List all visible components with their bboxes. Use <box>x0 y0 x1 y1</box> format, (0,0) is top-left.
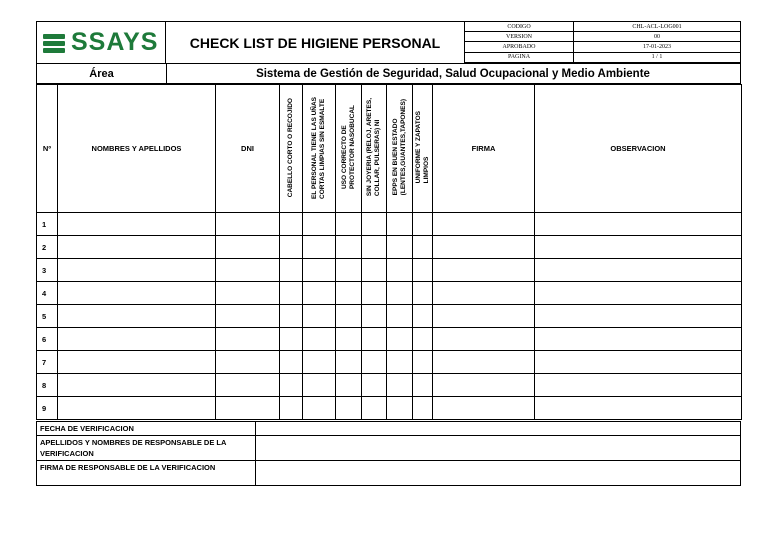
name-cell[interactable] <box>58 374 216 397</box>
jewelry-check-cell[interactable] <box>362 374 387 397</box>
hair-check-cell[interactable] <box>280 213 303 236</box>
table-row <box>37 397 742 420</box>
name-cell[interactable] <box>58 351 216 374</box>
nails-check-cell[interactable] <box>303 397 336 420</box>
jewelry-check-cell[interactable] <box>362 282 387 305</box>
col-header-uniform-label: UNIFORME Y ZAPATOS LIMPIOS <box>414 111 430 184</box>
name-cell[interactable] <box>58 397 216 420</box>
table-header-row <box>37 85 742 213</box>
col-header-mask-label: USO CORRECTO DE PROTECTOR NASOBUCAL <box>340 105 356 190</box>
dni-cell[interactable] <box>216 328 280 351</box>
observation-cell[interactable] <box>535 213 742 236</box>
observation-cell[interactable] <box>535 351 742 374</box>
col-header-dni: DNI <box>216 85 280 213</box>
verification-footer <box>36 421 741 486</box>
dni-cell[interactable] <box>216 259 280 282</box>
name-cell[interactable] <box>58 213 216 236</box>
col-header-observation: OBSERVACION <box>535 85 742 213</box>
observation-cell[interactable] <box>535 305 742 328</box>
row-number: 9 <box>37 397 58 420</box>
footer-row-responsible <box>37 436 741 461</box>
checklist-table <box>36 84 742 420</box>
jewelry-check-cell[interactable] <box>362 305 387 328</box>
row-number: 4 <box>37 282 58 305</box>
name-cell[interactable] <box>58 282 216 305</box>
dni-cell[interactable] <box>216 397 280 420</box>
observation-cell[interactable] <box>535 282 742 305</box>
meta-label: APROBADO <box>465 42 574 52</box>
table-row <box>37 259 742 282</box>
responsible-signature-label: FIRMA DE RESPONSABLE DE LA VERIFICACION <box>37 461 256 486</box>
verification-date-label: FECHA DE VERIFICACION <box>37 422 256 436</box>
mask-check-cell[interactable] <box>336 236 362 259</box>
mask-check-cell[interactable] <box>336 397 362 420</box>
uniform-check-cell[interactable] <box>413 236 433 259</box>
jewelry-check-cell[interactable] <box>362 213 387 236</box>
uniform-check-cell[interactable] <box>413 397 433 420</box>
col-header-nails-label: EL PERSONAL TIENE LAS UÑAS CORTAS LIMPIAS SIN ESMALTE <box>311 96 326 199</box>
dni-cell[interactable] <box>216 305 280 328</box>
epps-check-cell[interactable] <box>387 374 413 397</box>
signature-cell[interactable] <box>433 397 535 420</box>
col-header-epps <box>387 85 413 213</box>
nails-check-cell[interactable] <box>303 351 336 374</box>
mask-check-cell[interactable] <box>336 351 362 374</box>
signature-cell[interactable] <box>433 213 535 236</box>
uniform-check-cell[interactable] <box>413 351 433 374</box>
responsible-name-field[interactable] <box>256 436 741 461</box>
observation-cell[interactable] <box>535 236 742 259</box>
dni-cell[interactable] <box>216 374 280 397</box>
epps-check-cell[interactable] <box>387 397 413 420</box>
nails-check-cell[interactable] <box>303 213 336 236</box>
signature-cell[interactable] <box>433 351 535 374</box>
ssays-logo-icon <box>43 32 65 54</box>
col-header-jewelry <box>362 85 387 213</box>
epps-check-cell[interactable] <box>387 328 413 351</box>
signature-cell[interactable] <box>433 236 535 259</box>
logo-text: SSAYS <box>71 28 159 56</box>
table-row <box>37 374 742 397</box>
signature-cell[interactable] <box>433 282 535 305</box>
col-header-nails <box>303 85 336 213</box>
row-number: 6 <box>37 328 58 351</box>
verification-date-field[interactable] <box>256 422 741 436</box>
responsible-signature-field[interactable] <box>256 461 741 486</box>
table-row <box>37 305 742 328</box>
dni-cell[interactable] <box>216 213 280 236</box>
col-header-number: Nº <box>37 85 58 213</box>
table-row <box>37 236 742 259</box>
meta-value: 1 / 1 <box>574 52 741 62</box>
nails-check-cell[interactable] <box>303 236 336 259</box>
col-header-uniform <box>413 85 433 213</box>
meta-row <box>465 52 740 62</box>
epps-check-cell[interactable] <box>387 213 413 236</box>
table-row <box>37 328 742 351</box>
hair-check-cell[interactable] <box>280 282 303 305</box>
table-row <box>37 213 742 236</box>
row-number: 5 <box>37 305 58 328</box>
meta-label: PAGINA <box>465 52 574 62</box>
hair-check-cell[interactable] <box>280 259 303 282</box>
col-header-hair <box>280 85 303 213</box>
col-header-names: NOMBRES Y APELLIDOS <box>58 85 216 213</box>
document-title: CHECK LIST DE HIGIENE PERSONAL <box>165 21 465 64</box>
mask-check-cell[interactable] <box>336 213 362 236</box>
meta-label: VERSION <box>465 32 574 42</box>
col-header-jewelry-label: SIN JOYERIA (RELOJ, ARETES, COLLAR, PULSERAS) NI <box>366 98 381 197</box>
uniform-check-cell[interactable] <box>413 305 433 328</box>
col-header-mask <box>336 85 362 213</box>
meta-row <box>465 42 740 52</box>
observation-cell[interactable] <box>535 397 742 420</box>
meta-value: 00 <box>574 32 741 42</box>
mask-check-cell[interactable] <box>336 259 362 282</box>
hair-check-cell[interactable] <box>280 351 303 374</box>
jewelry-check-cell[interactable] <box>362 236 387 259</box>
jewelry-check-cell[interactable] <box>362 328 387 351</box>
management-system-title: Sistema de Gestión de Seguridad, Salud Ocupacional y Medio Ambiente <box>256 67 650 80</box>
mask-check-cell[interactable] <box>336 305 362 328</box>
signature-cell[interactable] <box>433 305 535 328</box>
epps-check-cell[interactable] <box>387 305 413 328</box>
row-number: 3 <box>37 259 58 282</box>
name-cell[interactable] <box>58 236 216 259</box>
hair-check-cell[interactable] <box>280 397 303 420</box>
signature-cell[interactable] <box>433 259 535 282</box>
name-cell[interactable] <box>58 328 216 351</box>
signature-cell[interactable] <box>433 328 535 351</box>
nails-check-cell[interactable] <box>303 374 336 397</box>
epps-check-cell[interactable] <box>387 282 413 305</box>
observation-cell[interactable] <box>535 259 742 282</box>
col-header-epps-label: EPPS EN BUEN ESTADO (LENTES,GUANTES,TAPONES) <box>391 99 407 196</box>
nails-check-cell[interactable] <box>303 328 336 351</box>
dni-cell[interactable] <box>216 351 280 374</box>
row-number: 1 <box>37 213 58 236</box>
hair-check-cell[interactable] <box>280 236 303 259</box>
dni-cell[interactable] <box>216 236 280 259</box>
area-label: Área <box>37 64 167 83</box>
jewelry-check-cell[interactable] <box>362 397 387 420</box>
area-row <box>36 64 741 84</box>
name-cell[interactable] <box>58 305 216 328</box>
meta-value: 17-01-2023 <box>574 42 741 52</box>
table-row <box>37 282 742 305</box>
meta-value: CHL-ACL-LOG001 <box>574 22 741 32</box>
observation-cell[interactable] <box>535 374 742 397</box>
hair-check-cell[interactable] <box>280 328 303 351</box>
nails-check-cell[interactable] <box>303 305 336 328</box>
col-header-hair-label: CABELLO CORTO O RECOJIDO <box>287 97 294 198</box>
hair-check-cell[interactable] <box>280 374 303 397</box>
epps-check-cell[interactable] <box>387 236 413 259</box>
row-number: 2 <box>37 236 58 259</box>
nails-check-cell[interactable] <box>303 282 336 305</box>
observation-cell[interactable] <box>535 328 742 351</box>
dni-cell[interactable] <box>216 282 280 305</box>
uniform-check-cell[interactable] <box>413 213 433 236</box>
document-meta <box>465 21 741 64</box>
table-row <box>37 351 742 374</box>
nails-check-cell[interactable] <box>303 259 336 282</box>
mask-check-cell[interactable] <box>336 374 362 397</box>
footer-row-date <box>37 422 741 436</box>
jewelry-check-cell[interactable] <box>362 351 387 374</box>
mask-check-cell[interactable] <box>336 282 362 305</box>
name-cell[interactable] <box>58 259 216 282</box>
uniform-check-cell[interactable] <box>413 328 433 351</box>
meta-row <box>465 22 740 32</box>
epps-check-cell[interactable] <box>387 351 413 374</box>
uniform-check-cell[interactable] <box>413 282 433 305</box>
signature-cell[interactable] <box>433 374 535 397</box>
epps-check-cell[interactable] <box>387 259 413 282</box>
uniform-check-cell[interactable] <box>413 259 433 282</box>
company-logo <box>36 21 165 64</box>
meta-label: CODIGO <box>465 22 574 32</box>
row-number: 8 <box>37 374 58 397</box>
meta-row <box>465 32 740 42</box>
uniform-check-cell[interactable] <box>413 374 433 397</box>
responsible-name-label: APELLIDOS Y NOMBRES DE RESPONSABLE DE LA VERIFICACION <box>37 436 256 461</box>
hair-check-cell[interactable] <box>280 305 303 328</box>
row-number: 7 <box>37 351 58 374</box>
mask-check-cell[interactable] <box>336 328 362 351</box>
jewelry-check-cell[interactable] <box>362 259 387 282</box>
col-header-signature: FIRMA <box>433 85 535 213</box>
footer-row-signature <box>37 461 741 486</box>
